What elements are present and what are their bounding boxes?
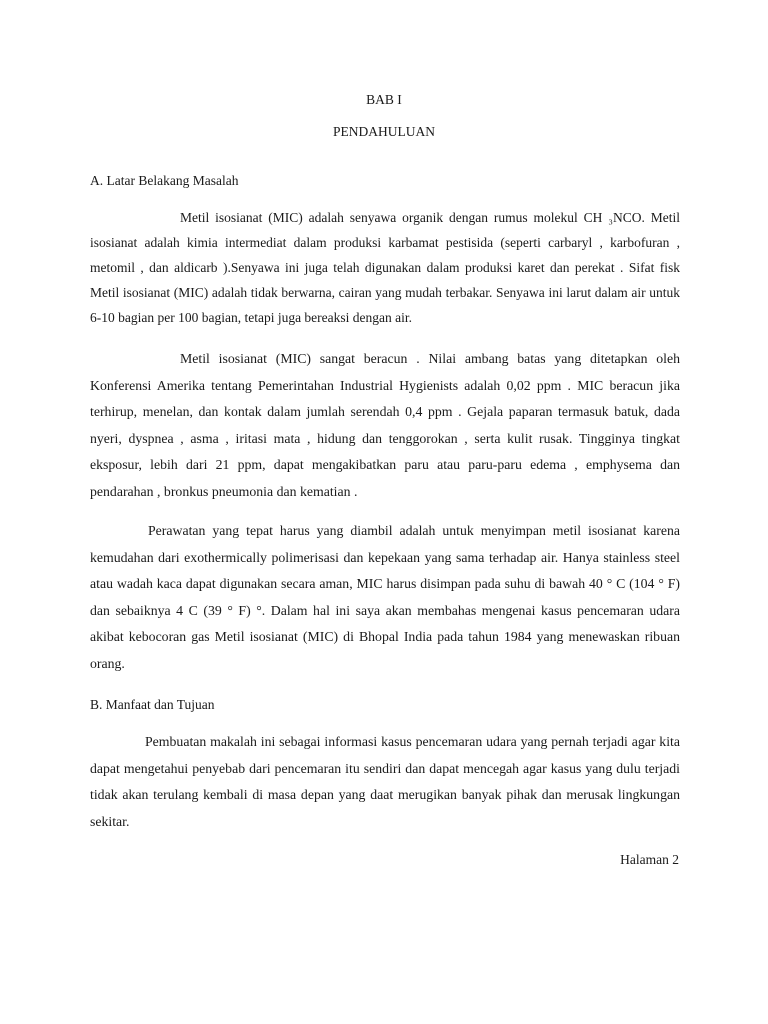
page-number: Halaman 2 (620, 852, 679, 867)
paragraph-b: Pembuatan makalah ini sebagai informasi kasus pencemaran udara yang pernah terjadi agar kita dapat mengetahui penyebab dari pencemaran itu sendiri dan dapat mencegah agar kasus yang dulu terjadi tidak akan terulang kembali di masa depan yang daat merugikan banyak pihak dan merusak lingkungan sekitar. (90, 734, 680, 829)
chapter-number: BAB I (366, 92, 402, 107)
chapter-title: PENDAHULUAN (333, 124, 435, 139)
paragraph-a2: Metil isosianat (MIC) sangat beracun . Nilai ambang batas yang ditetapkan oleh Konferensi Amerika tentang Pemerintahan Industrial Hygienists adalah 0,02 ppm . MIC beracun jika terhirup, menelan, dan kontak dalam jumlah serendah 0,4 ppm . Gejala paparan termasuk batuk, dada nyeri, dyspnea , asma , iritasi mata , hidung dan tenggorokan , serta kulit rusak. Tingginya tingkat eksposur, lebih dari 21 ppm, dapat mengakibatkan paru atau paru-paru edema , emphysema dan pendarahan , bronkus pneumonia dan kematian . (90, 351, 680, 499)
paragraph-a3: Perawatan yang tepat harus yang diambil adalah untuk menyimpan metil isosianat karena kemudahan dari exothermically polimerisasi dan kepekaan yang sama terhadap air. Hanya stainless steel atau wadah kaca dapat digunakan secara aman, MIC harus disimpan pada suhu di bawah 40 ° C (104 ° F) dan sebaiknya 4 C (39 ° F) °. Dalam hal ini saya akan membahas mengenai kasus pencemaran udara akibat kebocoran gas Metil isosianat (MIC) di Bhopal India pada tahun 1984 yang menewaskan ribuan orang. (90, 523, 680, 671)
section-b-heading: B. Manfaat dan Tujuan (90, 697, 215, 712)
section-a-heading: A. Latar Belakang Masalah (90, 173, 239, 188)
paragraph-a1: Metil isosianat (MIC) adalah senyawa organik dengan rumus molekul CH ₃NCO. Metil isosianat adalah kimia intermediat dalam produksi karbamat pestisida (seperti carbaryl , karbofuran , metomil , dan aldicarb ).Senyawa ini juga telah digunakan dalam produksi karet dan perekat . Sifat fisk Metil isosianat (MIC) adalah tidak berwarna, cairan yang mudah terbakar. Senyawa ini larut dalam air untuk 6-10 bagian per 100 bagian, tetapi juga bereaksi dengan air. (90, 210, 680, 325)
